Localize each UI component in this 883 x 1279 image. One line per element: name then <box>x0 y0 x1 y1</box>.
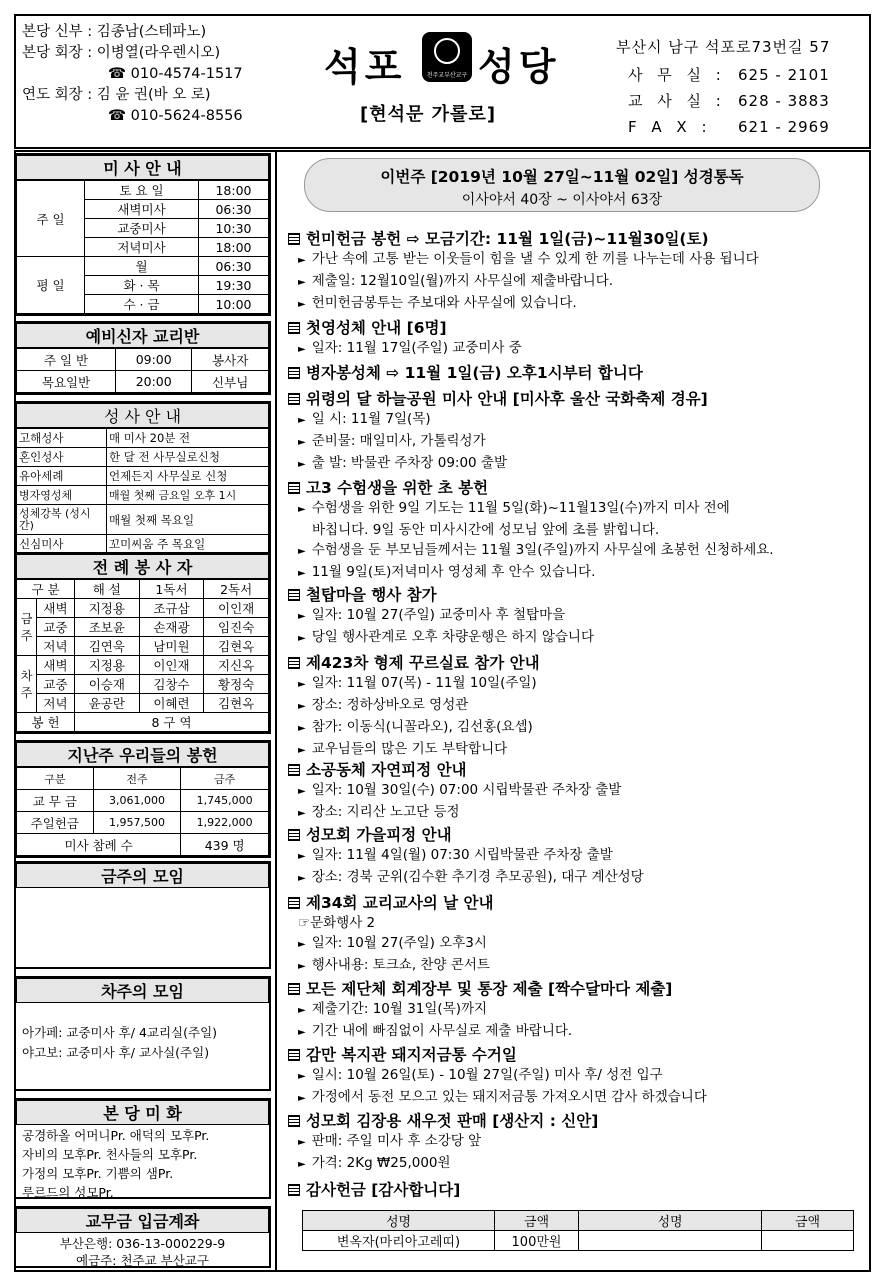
notice-line: ► 장소: 정하상바오로 영성관 <box>298 697 469 713</box>
notice-line: ► 장소: 경북 군위(김수환 추기경 추모공원), 대구 계산성당 <box>298 869 644 885</box>
arrow-bullet-icon: ► <box>298 808 306 819</box>
contact-info <box>616 34 830 140</box>
arrow-bullet-icon: ► <box>298 437 306 448</box>
notice-section <box>288 893 868 977</box>
notice-line: ► 제출일: 12월10일(월)까지 사무실에 제출바랍니다. <box>298 273 614 289</box>
notice-section <box>288 229 868 315</box>
thanks-table: 성명 금액 성명 금액 변옥자(마리아고레띠) 100만원 <box>302 1210 854 1251</box>
notice-section <box>288 1180 868 1200</box>
arrow-bullet-icon: ► <box>298 939 306 950</box>
notice-section <box>288 389 868 475</box>
notice-line: ► 행사내용: 토크쇼, 찬양 콘서트 <box>298 957 490 973</box>
arrow-bullet-icon: ► <box>298 786 306 797</box>
notice-line: ► 일자: 10월 27(주일) 오후3시 <box>298 935 487 951</box>
notice-line: ► 당일 행사관계로 오후 차량운행은 하지 않습니다 <box>298 629 594 645</box>
next-week-meetings <box>14 976 271 1091</box>
square-bullet-icon <box>288 1184 300 1196</box>
notice-section <box>288 478 868 584</box>
notice-heading: 위령의 달 하늘공원 미사 안내 [미사후 울산 국화축제 경유] <box>288 389 868 409</box>
pastor-line: 본당 신부 : 김종남(스테파노) <box>22 24 207 40</box>
president-phone: ☎ 010-4574-1517 <box>108 66 243 82</box>
liturgy-title: 전 례 봉 사 자 <box>16 554 269 579</box>
square-bullet-icon <box>288 322 300 334</box>
notice-line: ► 기간 내에 빠짐없이 사무실로 제출 바랍니다. <box>298 1023 573 1039</box>
title-a: 석포 <box>324 45 406 89</box>
address: 부산시 남구 석포로73번길 57 <box>616 38 831 56</box>
square-bullet-icon <box>288 367 300 379</box>
notice-section <box>288 585 868 649</box>
title-b: 성당 <box>478 45 560 89</box>
notice-section <box>288 363 868 383</box>
arrow-bullet-icon: ► <box>298 679 306 690</box>
mass-table: 주 일 토 요 일 18:00 새벽미사 06:30 교중미사 10:30 저녁미사 18:00 평 일 월 06:30 화 · 목 19:30 수 · 금 10:00 <box>16 180 269 314</box>
notice-heading: 성모회 김장용 새우젓 판매 [생산지 : 신안] <box>288 1111 868 1131</box>
arrow-bullet-icon: ► <box>298 701 306 712</box>
column-divider <box>275 150 277 1272</box>
square-bullet-icon <box>288 764 300 776</box>
notice-line: ► 일자: 11월 07(목) - 11월 10일(주일) <box>298 675 537 691</box>
notice-section <box>288 979 868 1043</box>
arrow-bullet-icon: ► <box>298 1159 306 1170</box>
notice-heading: 헌미헌금 봉헌 ⇨ 모금기간: 11월 1일(금)~11월30일(토) <box>288 229 868 249</box>
this-week-meetings <box>14 861 271 969</box>
notice-line: ► 장소: 지리산 노고단 등정 <box>298 804 460 820</box>
arrow-bullet-icon: ► <box>298 1137 306 1148</box>
region-line: 연도 회장 : 김 윤 권(바 오 로) <box>22 87 211 103</box>
account-holder: 예금주: 천주교 부산교구 <box>76 1253 209 1268</box>
notice-line: ► 판매: 주일 미사 후 소강당 앞 <box>298 1133 482 1149</box>
notice-heading: 첫영성체 안내 [6명] <box>288 318 868 338</box>
arrow-bullet-icon: ► <box>298 277 306 288</box>
church-title <box>318 26 572 96</box>
notice-section <box>288 1045 868 1109</box>
meeting-line: 아가페: 교중미사 후/ 4교리실(주일) <box>22 1025 218 1040</box>
notice-line: ► 출 발: 박물관 주차장 09:00 출발 <box>298 455 508 471</box>
notice-line: ► 가난 속에 고통 받는 이웃들이 힘을 낼 수 있게 한 끼를 나누는데 사용 됩니다 <box>298 251 759 267</box>
contact-fax: F A X : 621 - 2969 <box>628 118 830 136</box>
contact-teacher: 교 사 실 : 628 - 3883 <box>628 92 830 110</box>
notice-line: ► 일자: 11월 17일(주일) 교중미사 중 <box>298 340 522 356</box>
arrow-bullet-icon: ► <box>298 1093 306 1104</box>
notice-line: ► 가격: 2Kg ₩25,000원 <box>298 1155 451 1171</box>
notice-line: ► 11월 9일(토)저녁미사 영성체 후 안수 있습니다. <box>298 564 596 580</box>
notice-line: ► 교우님들의 많은 기도 부탁합니다 <box>298 741 508 757</box>
arrow-bullet-icon: ► <box>298 568 306 579</box>
arrow-bullet-icon: ► <box>298 504 306 515</box>
notice-line: ► 일시: 10월 26일(토) - 10월 27일(주일) 미사 후/ 성전 입구 <box>298 1067 663 1083</box>
catechumen-title: 예비신자 교리반 <box>16 323 269 348</box>
arrow-bullet-icon: ► <box>298 851 306 862</box>
square-bullet-icon <box>288 897 300 909</box>
banner-line-2: 이사야서 40장 ~ 이사야서 63장 <box>461 192 663 208</box>
contact-office: 사 무 실 : 625 - 2101 <box>628 66 830 84</box>
arrow-bullet-icon: ► <box>298 873 306 884</box>
sacrament-title: 성 사 안 내 <box>16 403 269 428</box>
bible-reading-banner <box>304 158 820 212</box>
arrow-bullet-icon: ► <box>298 344 306 355</box>
notice-section <box>288 1111 868 1175</box>
square-bullet-icon <box>288 829 300 841</box>
clergy-info <box>22 22 243 127</box>
notice-heading: 감만 복지관 돼지저금통 수거일 <box>288 1045 868 1065</box>
notice-line: ► 가정에서 동전 모으고 있는 돼지저금통 가져오시면 감사 하겠습니다 <box>298 1089 707 1105</box>
arrow-bullet-icon: ► <box>298 1005 306 1016</box>
notice-section <box>288 760 868 824</box>
notice-line: ► 준비물: 매일미사, 가톨릭성가 <box>298 433 486 449</box>
arrow-bullet-icon: ► <box>298 633 306 644</box>
president-line: 본당 회장 : 이병열(라우렌시오) <box>22 45 221 61</box>
notice-section <box>288 825 868 889</box>
account-number: 부산은행: 036-13-000229-9 <box>59 1236 226 1251</box>
square-bullet-icon <box>288 482 300 494</box>
meeting-line: 야고보: 교중미사 후/ 교사실(주일) <box>22 1045 210 1060</box>
square-bullet-icon <box>288 983 300 995</box>
square-bullet-icon <box>288 589 300 601</box>
notice-line: ► 헌미헌금봉투는 주보대와 사무실에 있습니다. <box>298 295 577 311</box>
notice-line: ► 제출기간: 10월 31일(목)까지 <box>298 1001 488 1017</box>
arrow-bullet-icon: ► <box>298 546 306 557</box>
notice-heading: 모든 제단체 회계장부 및 통장 제출 [짝수달마다 제출] <box>288 979 868 999</box>
mass-title: 미 사 안 내 <box>16 155 269 180</box>
arrow-bullet-icon: ► <box>298 415 306 426</box>
next-week-title: 차주의 모임 <box>16 978 269 1003</box>
banner-line-1: 이번주 [2019년 10월 27일~11월 02일] 성경통독 <box>380 168 744 186</box>
square-bullet-icon <box>288 657 300 669</box>
notice-line: ► 일자: 11월 4일(월) 07:30 시립박물관 주차장 출발 <box>298 847 613 863</box>
account-title: 교무금 입금계좌 <box>16 1208 269 1233</box>
region-phone: ☎ 010-5624-8556 <box>108 108 243 124</box>
notice-heading: 제34회 교리교사의 날 안내 <box>288 893 868 913</box>
arrow-bullet-icon: ► <box>298 459 306 470</box>
offering-title: 지난주 우리들의 봉헌 <box>16 742 269 767</box>
catechumen-class: 예비신자 교리반 주 일 반 09:00 봉사자 목요일반 20:00 신부님 <box>14 321 271 395</box>
notice-heading: 성모회 가을피정 안내 <box>288 825 868 845</box>
liturgy-servers: 전 례 봉 사 자 구 분 해 설 1독서 2독서 금주 새벽 지정용 조규삼 이인재 교중 조보윤 손재광 임진숙 저녁 김연욱 남미원 김현옥 차주 새벽 지정용 이인재 지신옥 교중 이승재 김창수 황정숙 저녁 윤공란 이혜련 김현옥 봉 헌 8 구 역 <box>14 552 271 734</box>
shop-title: 본 당 미 화 <box>16 1100 269 1125</box>
notice-heading: 고3 수험생을 위한 초 봉헌 <box>288 478 868 498</box>
mass-schedule <box>14 153 271 316</box>
notice-heading: 감사헌금 [감사합니다] <box>288 1180 868 1200</box>
notice-section <box>288 318 868 360</box>
arrow-bullet-icon: ► <box>298 961 306 972</box>
arrow-bullet-icon: ► <box>298 1027 306 1038</box>
notice-heading: 제423차 형제 꾸르실료 참가 안내 <box>288 653 868 673</box>
arrow-bullet-icon: ► <box>298 1071 306 1082</box>
bank-account <box>14 1206 271 1268</box>
arrow-bullet-icon: ► <box>298 299 306 310</box>
sacrament-info: 성 사 안 내 고해성사 매 미사 20분 전 혼인성사 한 달 전 사무실로신청 유아세례 언제든지 사무실로 신청 병자영성체 매월 첫째 금요일 오후 1시 성체강복 (성시간) 매월 첫째 목요일 신심미사 꼬미씨움 주 목요일 <box>14 401 271 556</box>
notice-line: ► 참가: 이동식(니꼴라오), 김선홍(요셉) <box>298 719 533 735</box>
arrow-bullet-icon: ► <box>298 723 306 734</box>
notice-heading: 철탑마을 행사 참가 <box>288 585 868 605</box>
diocese-logo: 천주교부산교구 <box>422 32 472 82</box>
square-bullet-icon <box>288 1049 300 1061</box>
notice-section <box>288 653 868 761</box>
notice-line: ► 일자: 10월 30일(수) 07:00 시립박물관 주차장 출발 <box>298 782 622 798</box>
notice-line: ► 일 시: 11월 7일(목) <box>298 411 431 427</box>
notice-line: ► 일자: 10월 27(주일) 교중미사 후 철탑마을 <box>298 607 566 623</box>
notice-heading: 병자봉성체 ⇨ 11월 1일(금) 오후1시부터 합니다 <box>288 363 868 383</box>
notice-line: ► 수험생을 둔 부모님들께서는 11월 3일(주일)까지 사무실에 초봉헌 신청하세요. <box>298 542 774 558</box>
offering-summary: 지난주 우리들의 봉헌 구분 전주 금주 교 무 금 3,061,000 1,745,000 주일헌금 1,957,500 1,922,000 미사 참례 수 439 명 <box>14 740 271 858</box>
notice-line: ► 수험생을 위한 9일 기도는 11월 5일(화)~11월13일(수)까지 미사 전에 <box>298 500 730 516</box>
this-week-title: 금주의 모임 <box>16 863 269 888</box>
parish-shop: 본 당 미 화 공경하올 어머니Pr. 애덕의 모후Pr. 자비의 모후Pr. 천사들의 모후Pr. 가정의 모후Pr. 기쁨의 샘Pr. 루르드의 성모Pr. <box>14 1098 271 1199</box>
arrow-bullet-icon: ► <box>298 611 306 622</box>
arrow-bullet-icon: ► <box>298 255 306 266</box>
notice-subheading: ☞문화행사 2 <box>298 915 376 931</box>
patron-subtitle: [현석문 가롤로] <box>360 104 497 125</box>
notice-line: 바칩니다. 9일 동안 미사시간에 성모님 앞에 초를 밝힙니다. <box>312 522 660 538</box>
square-bullet-icon <box>288 393 300 405</box>
arrow-bullet-icon: ► <box>298 745 306 756</box>
square-bullet-icon <box>288 1115 300 1127</box>
square-bullet-icon <box>288 233 300 245</box>
notice-heading: 소공동체 자연피정 안내 <box>288 760 868 780</box>
